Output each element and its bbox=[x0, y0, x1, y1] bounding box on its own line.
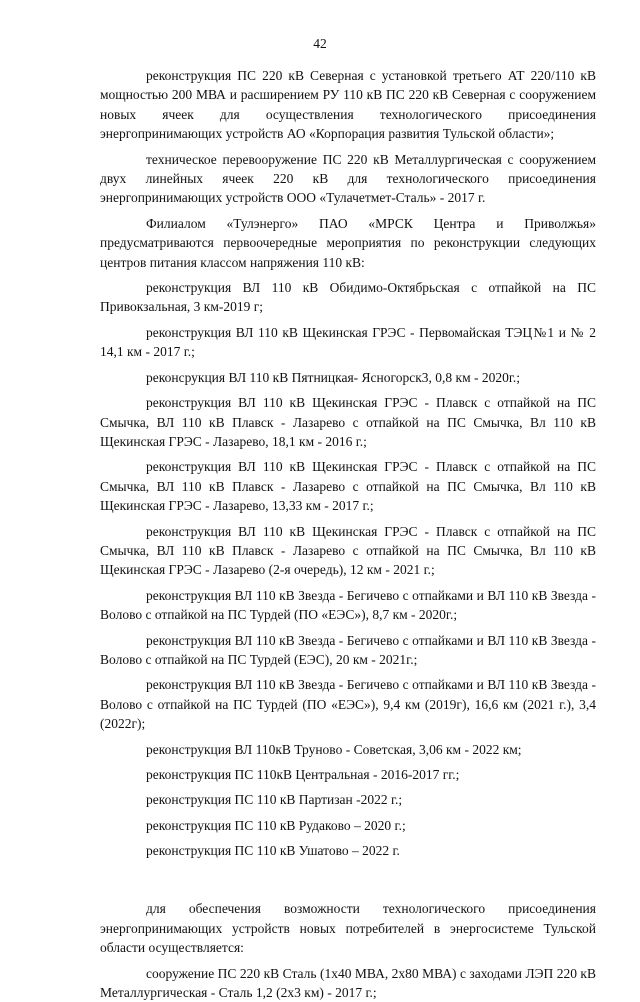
paragraph-metallurgicheskaya-reequipment: техническое перевооружение ПС 220 кВ Металлургическая с сооружением двух линейных ячеек 220 кВ для технологического присоединения энергопринимающих устройств ООО «Тулачетмет-Сталь» - 2017 г. bbox=[100, 151, 596, 206]
list-item: реконструкция ВЛ 110 кВ Щекинская ГРЭС - Плавск с отпайкой на ПС Смычка, ВЛ 110 кВ Плавск - Лазарево с отпайкой на ПС Смычка, Вл 110 кВ Щекинская ГРЭС - Лазарево (2-я очередь), 12 км - 2021 г.; bbox=[100, 523, 596, 578]
list-item: реконструкция ВЛ 110кВ Труново - Советская, 3,06 км - 2022 км; bbox=[146, 741, 522, 757]
paragraph-severnaya-reconstruction: реконструкция ПС 220 кВ Северная с установкой третьего АТ 220/110 кВ мощностью 200 МВА и расширением РУ 110 кВ ПС 220 кВ Северная с сооружением новых ячеек для осуществления технологического присоединения энергопринимающих устройств АО «Корпорация развития Тульской области»; bbox=[100, 68, 596, 142]
list-item: реконструкция ПС 110 кВ Рудаково – 2020 г.; bbox=[146, 817, 406, 833]
spacer bbox=[100, 880, 596, 899]
list-item: реконструкция ПС 110 кВ Ушатово – 2022 г. bbox=[146, 843, 400, 859]
list-item: реконструкция ВЛ 110 кВ Щекинская ГРЭС - Первомайская ТЭЦ№1 и № 2 14,1 км - 2017 г.; bbox=[100, 324, 596, 360]
list-item: реконструкция ВЛ 110 кВ Щекинская ГРЭС - Плавск с отпайкой на ПС Смычка, ВЛ 110 кВ Плавск - Лазарево с отпайкой на ПС Смычка, Вл 110 кВ Щекинская ГРЭС - Лазарево, 13,33 км - 2017 г.; bbox=[100, 459, 596, 514]
spacer bbox=[100, 861, 596, 880]
list-item: реконструкция ВЛ 110 кВ Обидимо-Октябрьская с отпайкой на ПС Привокзальная, 3 км-2019 г; bbox=[100, 280, 596, 315]
paragraph-new-consumers-intro: для обеспечения возможности технологического присоединения энергопринимающих устройств новых потребителей в энергосистеме Тульской области осуществляется: bbox=[100, 901, 596, 956]
list-item: реконструкция ВЛ 110 кВ Звезда - Бегичево с отпайками и ВЛ 110 кВ Звезда - Волово с отпайкой на ПС Турдей (ПО «ЕЭС»), 8,7 км - 2020г.; bbox=[100, 587, 596, 623]
list-item: реконсрукция ВЛ 110 кВ Пятницкая- Ясногорск3, 0,8 км - 2020г.; bbox=[146, 369, 520, 385]
list-item: реконструкция ПС 110кВ Центральная - 2016-2017 гг.; bbox=[146, 767, 460, 782]
list-item: сооружение ПС 220 кВ Сталь (1х40 МВА, 2х80 МВА) с заходами ЛЭП 220 кВ Металлургическая - Сталь 1,2 (2х3 км) - 2017 г.; bbox=[100, 965, 596, 1001]
list-item: реконструкция ВЛ 110 кВ Звезда - Бегичево с отпайками и ВЛ 110 кВ Звезда - Волово с отпайкой на ПС Турдей (ЕЭС), 20 км - 2021г.; bbox=[100, 632, 596, 667]
page-number: 42 bbox=[313, 36, 327, 51]
document-body bbox=[100, 66, 596, 1002]
list-item: реконструкция ВЛ 110 кВ Звезда - Бегичево с отпайками и ВЛ 110 кВ Звезда - Волово с отпайкой на ПС Турдей (ПО «ЕЭС»), 9,4 км (2019г), 16,6 км (2021 г.), 3,4 (2022г); bbox=[100, 677, 596, 732]
list-item: реконструкция ПС 110 кВ Партизан -2022 г.; bbox=[146, 792, 403, 808]
paragraph-tulenergo-intro: Филиалом «Тулэнерго» ПАО «МРСК Центра и Приволжья» предусматриваются первоочередные мероприятия по реконструкции следующих центров питания классом напряжения 110 кВ: bbox=[100, 215, 596, 270]
list-item: реконструкция ВЛ 110 кВ Щекинская ГРЭС - Плавск с отпайкой на ПС Смычка, ВЛ 110 кВ Плавск - Лазарево с отпайкой на ПС Смычка, Вл 110 кВ Щекинская ГРЭС - Лазарево, 18,1 км - 2016 г.; bbox=[100, 395, 596, 449]
